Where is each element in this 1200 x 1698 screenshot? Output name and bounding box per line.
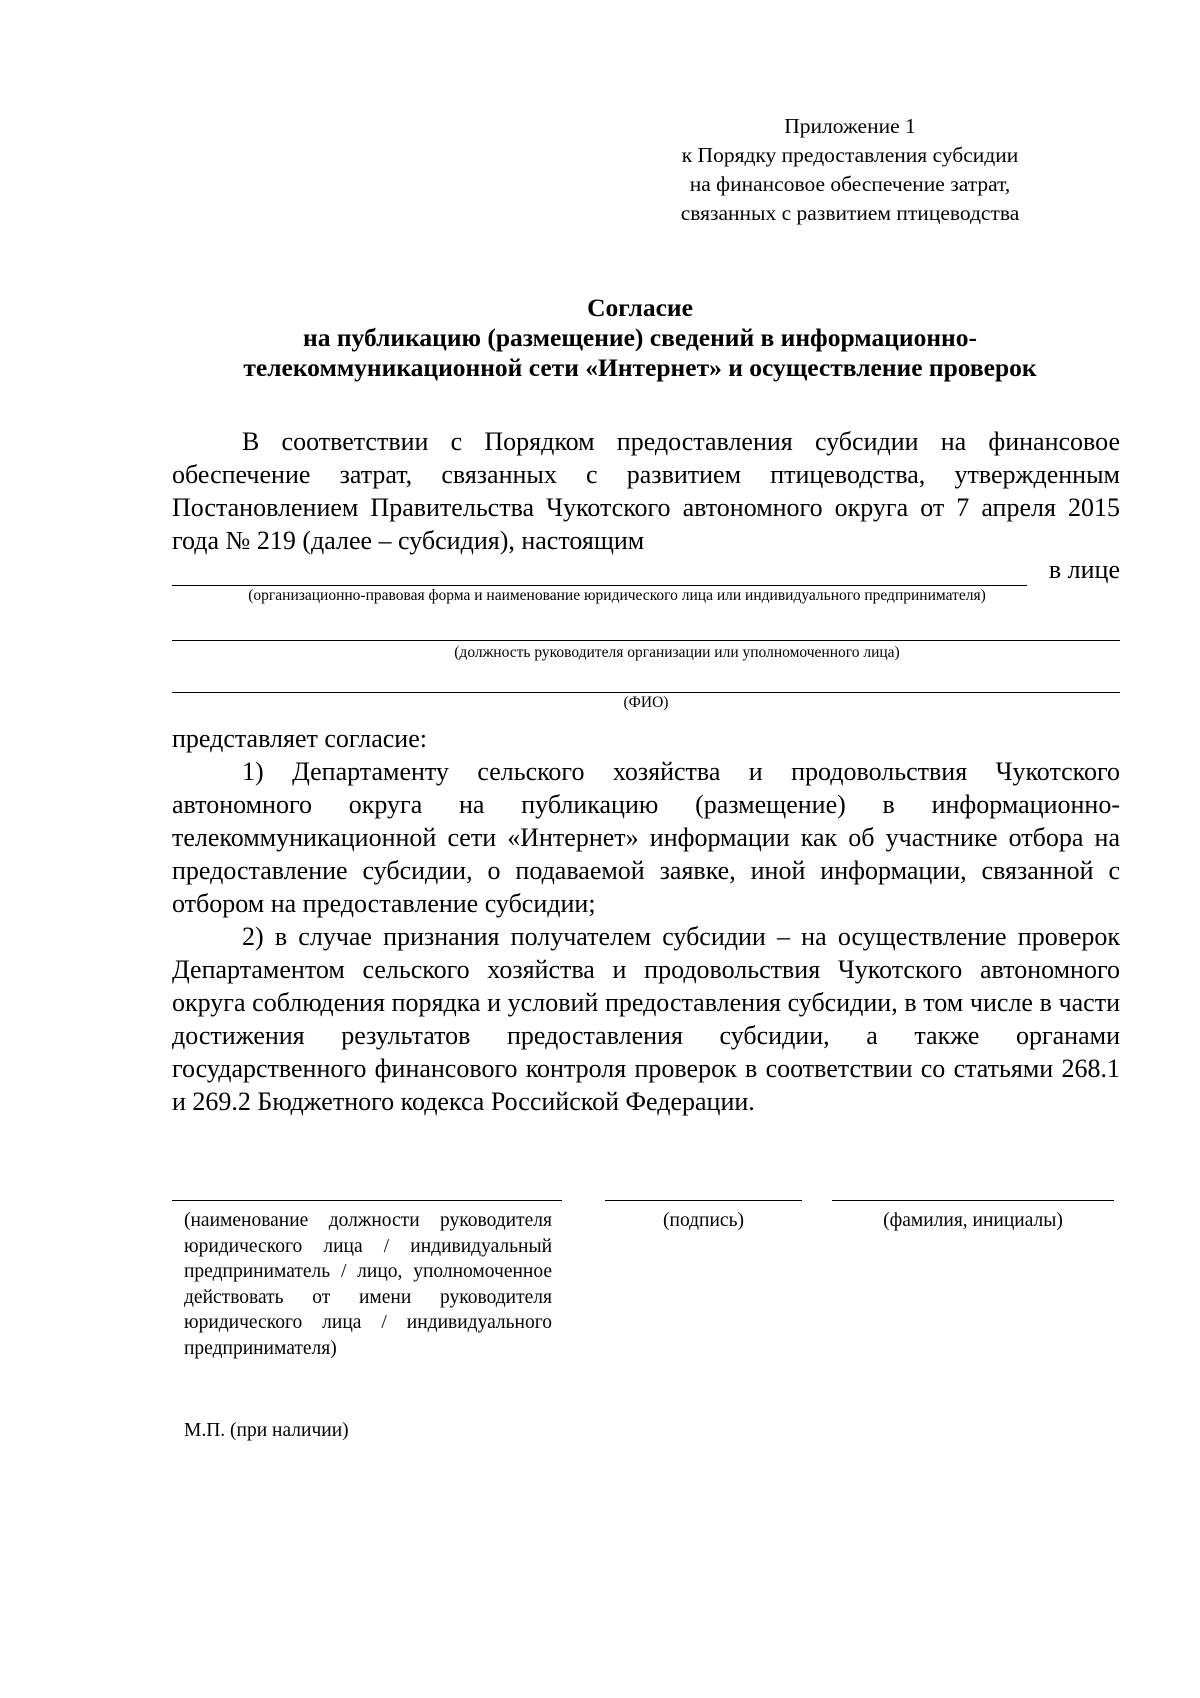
position-line[interactable]: [172, 640, 1120, 641]
position-field[interactable]: [172, 612, 1120, 662]
document-title: [140, 293, 1140, 383]
fio-caption: (ФИО): [623, 694, 669, 711]
position-signature-caption: (наименование должности руководителя юридического лица / индивидуальный предприниматель / лицо, уполномоченное действовать от имени руководителя юридического лица / индивидуального предпринимателя): [184, 1210, 552, 1359]
appendix-line-2: к Порядку предоставления субсидии: [681, 143, 1019, 167]
consent-item-2: 2) в случае признания получателем субсидии – на осуществление проверок Департаментом сельского хозяйства и продовольствия Чукотского автономного округа соблюдения порядка и условий предоставления субсидии, в том числе в части достижения результатов предоставления субсидии, а также органами государственного финансового контроля проверок в соответствии со статьями 268.1 и 269.2 Бюджетного кодекса Российской Федерации.: [172, 922, 1120, 1116]
position-signature-line[interactable]: [172, 1200, 562, 1201]
stamp-note: М.П. (при наличии): [184, 1420, 349, 1441]
organization-caption: (организационно-правовая форма и наименование юридического лица или индивидуального предпринимателя): [248, 587, 986, 604]
fio-line[interactable]: [172, 692, 1120, 693]
appendix-line-3: на финансовое обеспечение затрат,: [689, 172, 1011, 196]
organization-field[interactable]: [172, 555, 1120, 615]
title-line-2: на публикацию (размещение) сведений в информационно-: [303, 323, 977, 352]
name-caption: (фамилия, инициалы): [883, 1210, 1063, 1231]
position-caption: (должность руководителя организации или уполномоченного лица): [454, 644, 900, 661]
consent-lead: представляет согласие:: [172, 724, 427, 753]
appendix-line-1: Приложение 1: [784, 114, 916, 138]
name-signature-line[interactable]: [832, 1200, 1114, 1201]
signature-line[interactable]: [605, 1200, 802, 1201]
appendix-header: [640, 112, 1060, 228]
in-person-label: в лице: [1048, 555, 1120, 584]
fio-field[interactable]: [172, 668, 1120, 712]
title-line-1: Согласие: [587, 293, 693, 322]
intro-paragraph: В соответствии с Порядком предоставления субсидии на финансовое обеспечение затрат, связанных с развитием птицеводства, утвержденным Постановлением Правительства Чукотского автономного округа от 7 апреля 2015 года № 219 (далее – субсидия), настоящим: [172, 427, 1120, 555]
consent-block: [172, 722, 1120, 1118]
consent-item-1: 1) Департаменту сельского хозяйства и продовольствия Чукотского автономного округа на публикацию (размещение) в информационно-телекоммуникационной сети «Интернет» информации как об участнике отбора на предоставление субсидии, о подаваемой заявке, иной информации, связанной с отбором на предоставление субсидии;: [172, 757, 1120, 918]
title-line-3: телекоммуникационной сети «Интернет» и осуществление проверок: [243, 353, 1037, 382]
appendix-line-4: связанных с развитием птицеводства: [680, 201, 1020, 225]
organization-line[interactable]: [172, 585, 1027, 586]
signature-caption: (подпись): [663, 1210, 744, 1231]
